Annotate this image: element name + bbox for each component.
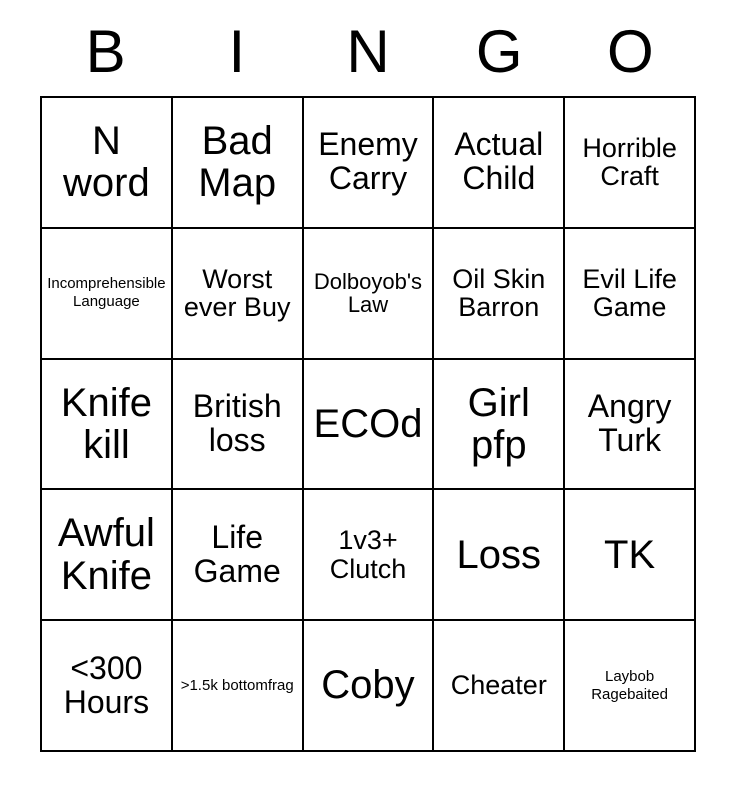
bingo-cell[interactable] — [434, 621, 565, 752]
bingo-cell-label: British loss — [192, 388, 282, 458]
bingo-cell[interactable] — [173, 360, 304, 491]
bingo-cell[interactable] — [565, 621, 696, 752]
bingo-cell-label: Coby — [321, 663, 415, 708]
bingo-cell[interactable] — [173, 229, 304, 360]
bingo-cell[interactable] — [304, 490, 435, 621]
bingo-cell[interactable] — [565, 98, 696, 229]
bingo-cell[interactable] — [434, 98, 565, 229]
bingo-cell-label: Bad Map — [198, 119, 277, 206]
bingo-cell-label: Oil Skin Barron — [452, 263, 546, 323]
bingo-cell-label: Cheater — [450, 670, 547, 701]
header-letter-g: G — [475, 18, 523, 85]
bingo-cell[interactable] — [173, 621, 304, 752]
header-letter-n: N — [346, 18, 390, 85]
bingo-cell-label: Angry Turk — [587, 388, 672, 458]
bingo-cell[interactable] — [304, 98, 435, 229]
bingo-cell[interactable] — [304, 621, 435, 752]
bingo-cell-label: Laybob Ragebaited — [591, 667, 668, 703]
bingo-cell[interactable] — [42, 490, 173, 621]
bingo-cell[interactable] — [42, 229, 173, 360]
bingo-cell-label: ECOd — [313, 401, 423, 446]
bingo-cell-label: Evil Life Game — [582, 263, 677, 323]
header-letter-i: I — [228, 18, 246, 85]
bingo-cell-label: Horrible Craft — [582, 132, 677, 192]
bingo-cell-label: <300 Hours — [63, 649, 150, 720]
bingo-cell[interactable] — [565, 490, 696, 621]
bingo-cell[interactable] — [42, 98, 173, 229]
bingo-cell-label: Girl pfp — [467, 380, 530, 467]
bingo-cell-label: Worst ever Buy — [183, 263, 291, 323]
header-letter-o: O — [607, 18, 654, 85]
bingo-cell[interactable] — [173, 490, 304, 621]
bingo-cell-label: 1v3+ Clutch — [329, 525, 407, 584]
bingo-cell[interactable] — [565, 360, 696, 491]
bingo-cell-label: N word — [63, 119, 150, 206]
bingo-grid — [40, 96, 696, 752]
bingo-cell[interactable] — [42, 360, 173, 491]
bingo-cell[interactable] — [565, 229, 696, 360]
bingo-cell-label: Enemy Carry — [318, 126, 418, 197]
header-letter-b: B — [85, 18, 126, 85]
bingo-cell[interactable] — [304, 229, 435, 360]
bingo-cell-label: Dolboyob's Law — [313, 268, 423, 318]
bingo-cell-label: Awful Knife — [57, 511, 155, 598]
bingo-cell[interactable] — [434, 490, 565, 621]
bingo-cell-label: Loss — [456, 532, 542, 577]
bingo-cell[interactable] — [304, 360, 435, 491]
bingo-cell-label: Life Game — [193, 518, 281, 589]
bingo-cell[interactable] — [173, 98, 304, 229]
bingo-cell-label: Incomprehensible Language — [47, 275, 166, 311]
bingo-cell-label: TK — [604, 532, 656, 577]
bingo-header — [40, 18, 696, 85]
bingo-cell-label: >1.5k bottomfrag — [180, 676, 294, 694]
bingo-cell[interactable] — [434, 360, 565, 491]
bingo-cell[interactable] — [434, 229, 565, 360]
bingo-cell-label: Actual Child — [454, 126, 544, 197]
bingo-cell-label: Knife kill — [60, 380, 152, 467]
bingo-cell[interactable] — [42, 621, 173, 752]
